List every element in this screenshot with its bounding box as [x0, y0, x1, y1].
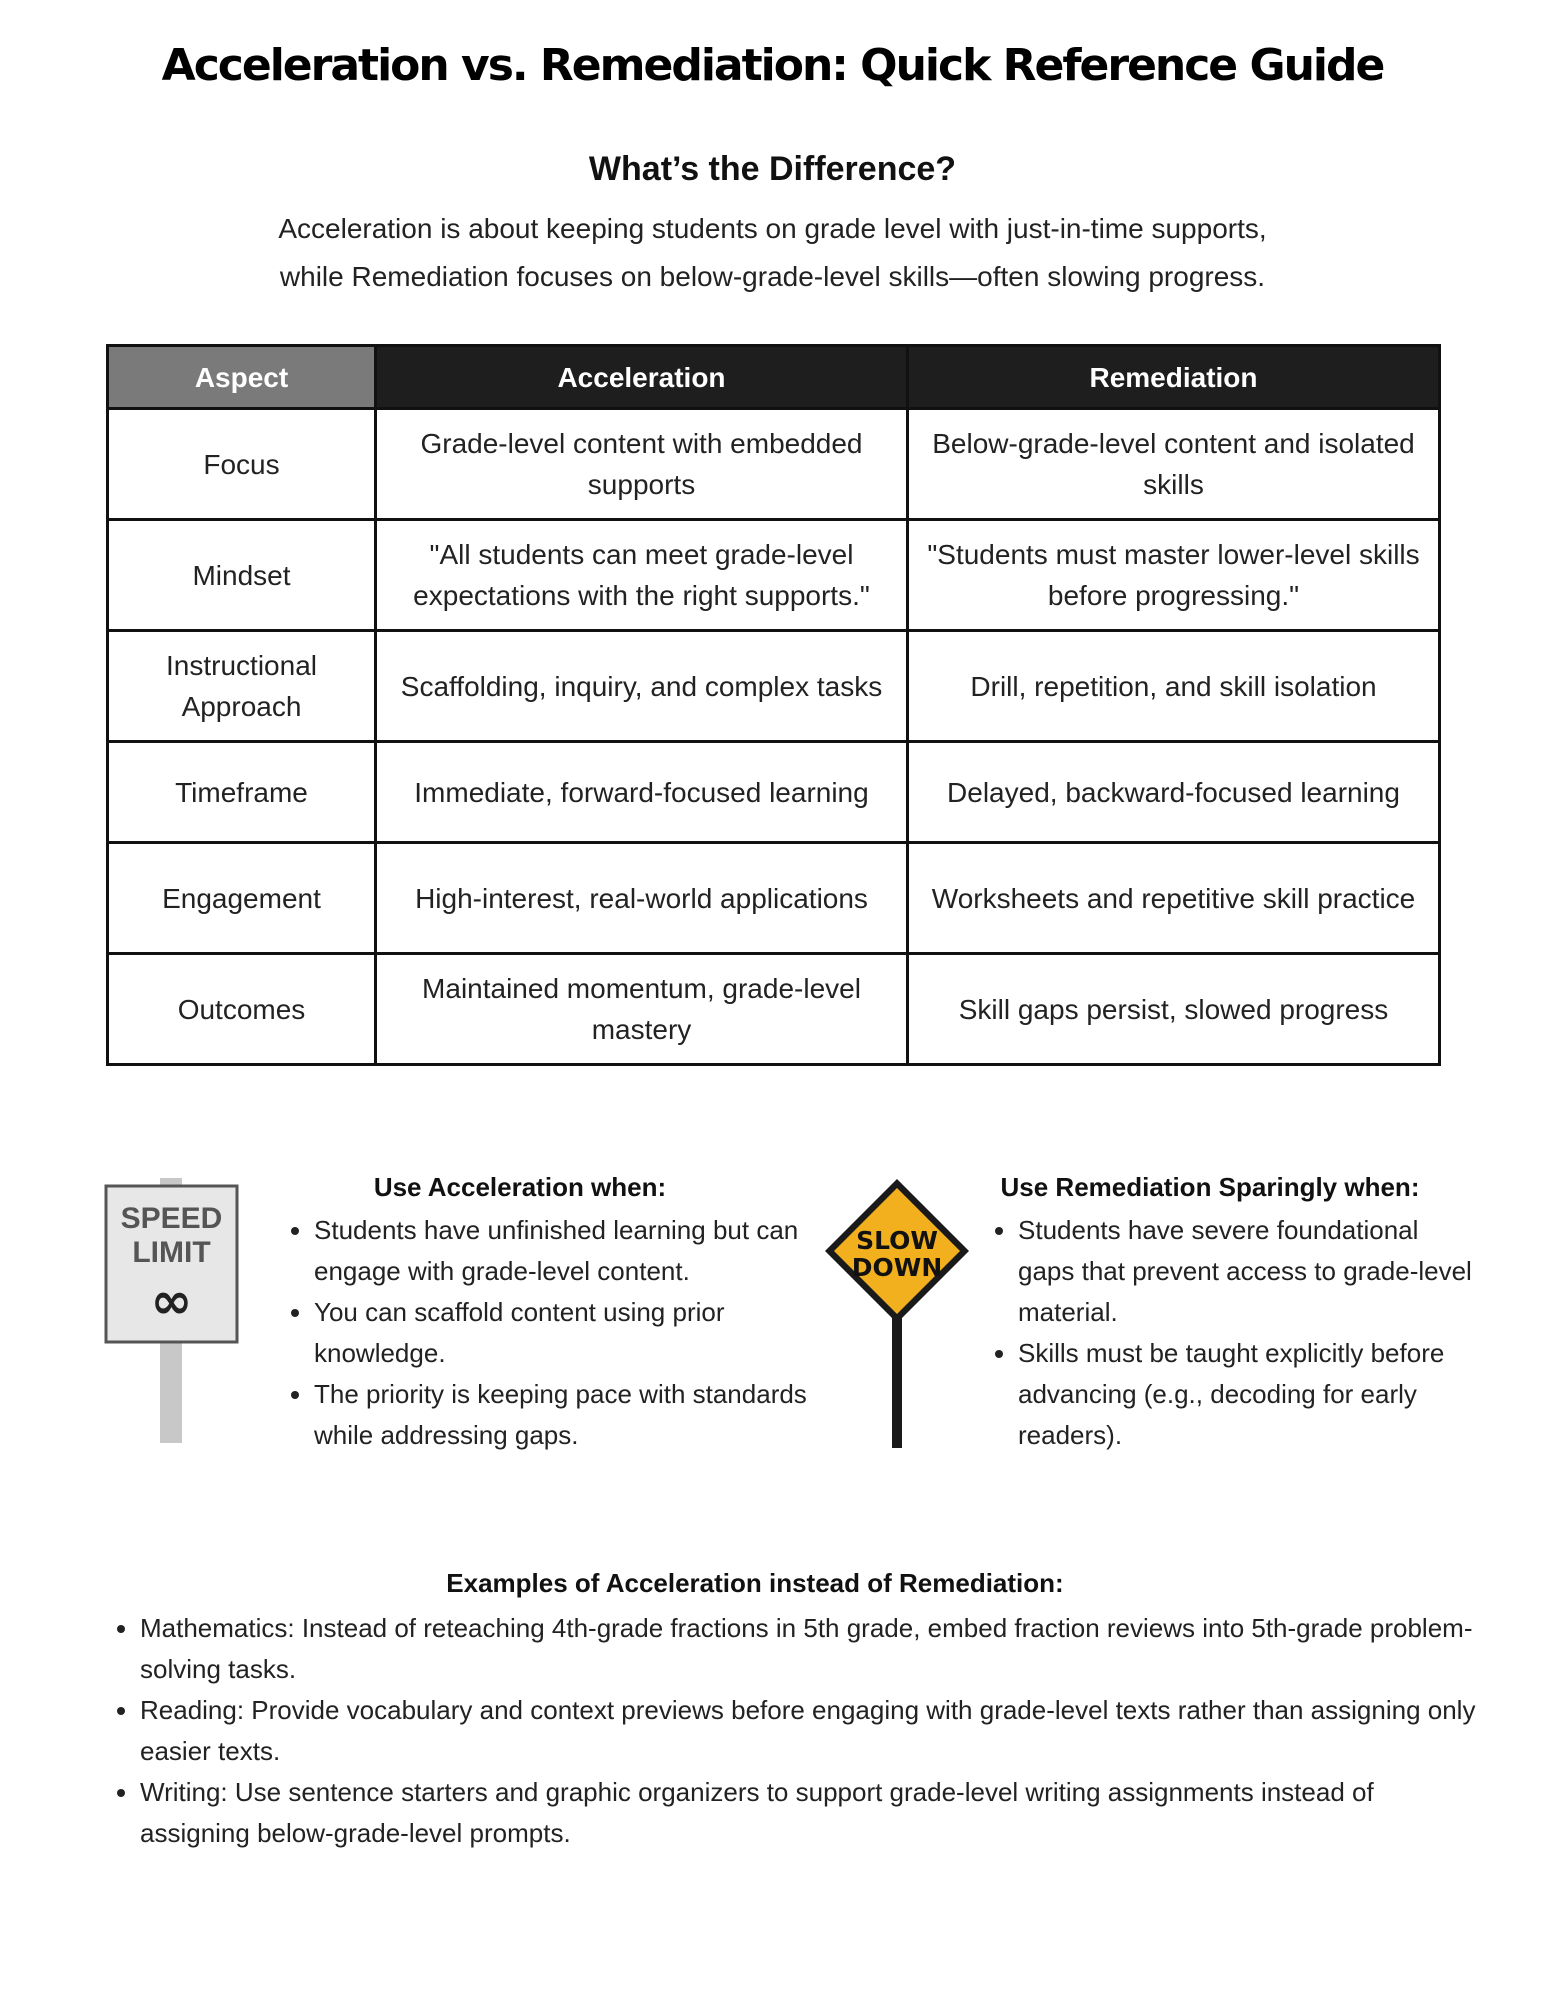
acceleration-use-list: [278, 1210, 814, 1456]
table-row: [108, 843, 1440, 954]
list-item: • You can scaffold content using prior knowledge.: [314, 1292, 814, 1374]
list-item: • Students have severe foundational gaps that prevent access to grade-level material.: [1018, 1210, 1478, 1333]
cell-acceleration: High-interest, real-world applications: [376, 843, 908, 954]
intro-paragraph: [170, 205, 1375, 301]
slow-sign-line-2: DOWN: [851, 1253, 943, 1282]
examples-list: [104, 1608, 1480, 1854]
remediation-use-list: [982, 1210, 1478, 1456]
list-item: • Skills must be taught explicitly before advancing (e.g., decoding for early readers).: [1018, 1333, 1478, 1456]
cell-remediation: Worksheets and repetitive skill practice: [908, 843, 1440, 954]
list-item: • The priority is keeping pace with standards while addressing gaps.: [314, 1374, 814, 1456]
cell-aspect: Focus: [108, 409, 376, 520]
header-acceleration: Acceleration: [376, 346, 908, 409]
cell-remediation: Delayed, backward-focused learning: [908, 742, 1440, 843]
intro-line-2: while Remediation focuses on below-grade-level skills—often slowing progress.: [279, 261, 1266, 292]
remediation-use-heading: Use Remediation Sparingly when:: [1000, 1172, 1420, 1202]
header-remediation: Remediation: [908, 346, 1440, 409]
cell-acceleration: Grade-level content with embedded supports: [376, 409, 908, 520]
speed-limit-sign-icon: [104, 1178, 239, 1443]
header-aspect: Aspect: [108, 346, 376, 409]
examples-heading: Examples of Acceleration instead of Remediation:: [446, 1568, 1064, 1598]
table-row: [108, 520, 1440, 631]
cell-remediation: "Students must master lower-level skills before progressing.": [908, 520, 1440, 631]
cell-aspect: Instructional Approach: [108, 631, 376, 742]
table-row: [108, 954, 1440, 1065]
list-item: • Writing: Use sentence starters and graphic organizers to support grade-level writing assignments instead of assigning below-grade-level prompts.: [140, 1772, 1480, 1854]
intro-line-1: Acceleration is about keeping students on grade level with just-in-time supports,: [278, 213, 1267, 244]
cell-acceleration: "All students can meet grade-level expectations with the right supports.": [376, 520, 908, 631]
speed-sign-line-1: SPEED: [120, 1202, 223, 1235]
cell-remediation: Skill gaps persist, slowed progress: [908, 954, 1440, 1065]
cell-aspect: Timeframe: [108, 742, 376, 843]
section-subtitle: What’s the Difference?: [588, 150, 957, 188]
cell-acceleration: Maintained momentum, grade-level mastery: [376, 954, 908, 1065]
cell-remediation: Drill, repetition, and skill isolation: [908, 631, 1440, 742]
table-header-row: [108, 346, 1440, 409]
cell-aspect: Engagement: [108, 843, 376, 954]
table-row: [108, 409, 1440, 520]
slow-down-sign-icon: [822, 1176, 972, 1448]
comparison-table: [106, 344, 1441, 1066]
cell-acceleration: Scaffolding, inquiry, and complex tasks: [376, 631, 908, 742]
list-item: • Students have unfinished learning but can engage with grade-level content.: [314, 1210, 814, 1292]
cell-aspect: Mindset: [108, 520, 376, 631]
cell-acceleration: Immediate, forward-focused learning: [376, 742, 908, 843]
list-item: • Reading: Provide vocabulary and context previews before engaging with grade-level texts rather than assigning only easier texts.: [140, 1690, 1480, 1772]
list-item: • Mathematics: Instead of reteaching 4th-grade fractions in 5th grade, embed fraction reviews into 5th-grade problem-solving tasks.: [140, 1608, 1480, 1690]
table-row: [108, 631, 1440, 742]
acceleration-use-heading: Use Acceleration when:: [373, 1172, 667, 1202]
cell-aspect: Outcomes: [108, 954, 376, 1065]
cell-remediation: Below-grade-level content and isolated skills: [908, 409, 1440, 520]
page-title: Acceleration vs. Remediation: Quick Reference Guide: [161, 40, 1384, 91]
infinity-icon: ∞: [150, 1272, 193, 1330]
slow-sign-line-1: SLOW: [856, 1226, 938, 1255]
speed-sign-line-2: LIMIT: [132, 1236, 211, 1269]
table-row: [108, 742, 1440, 843]
